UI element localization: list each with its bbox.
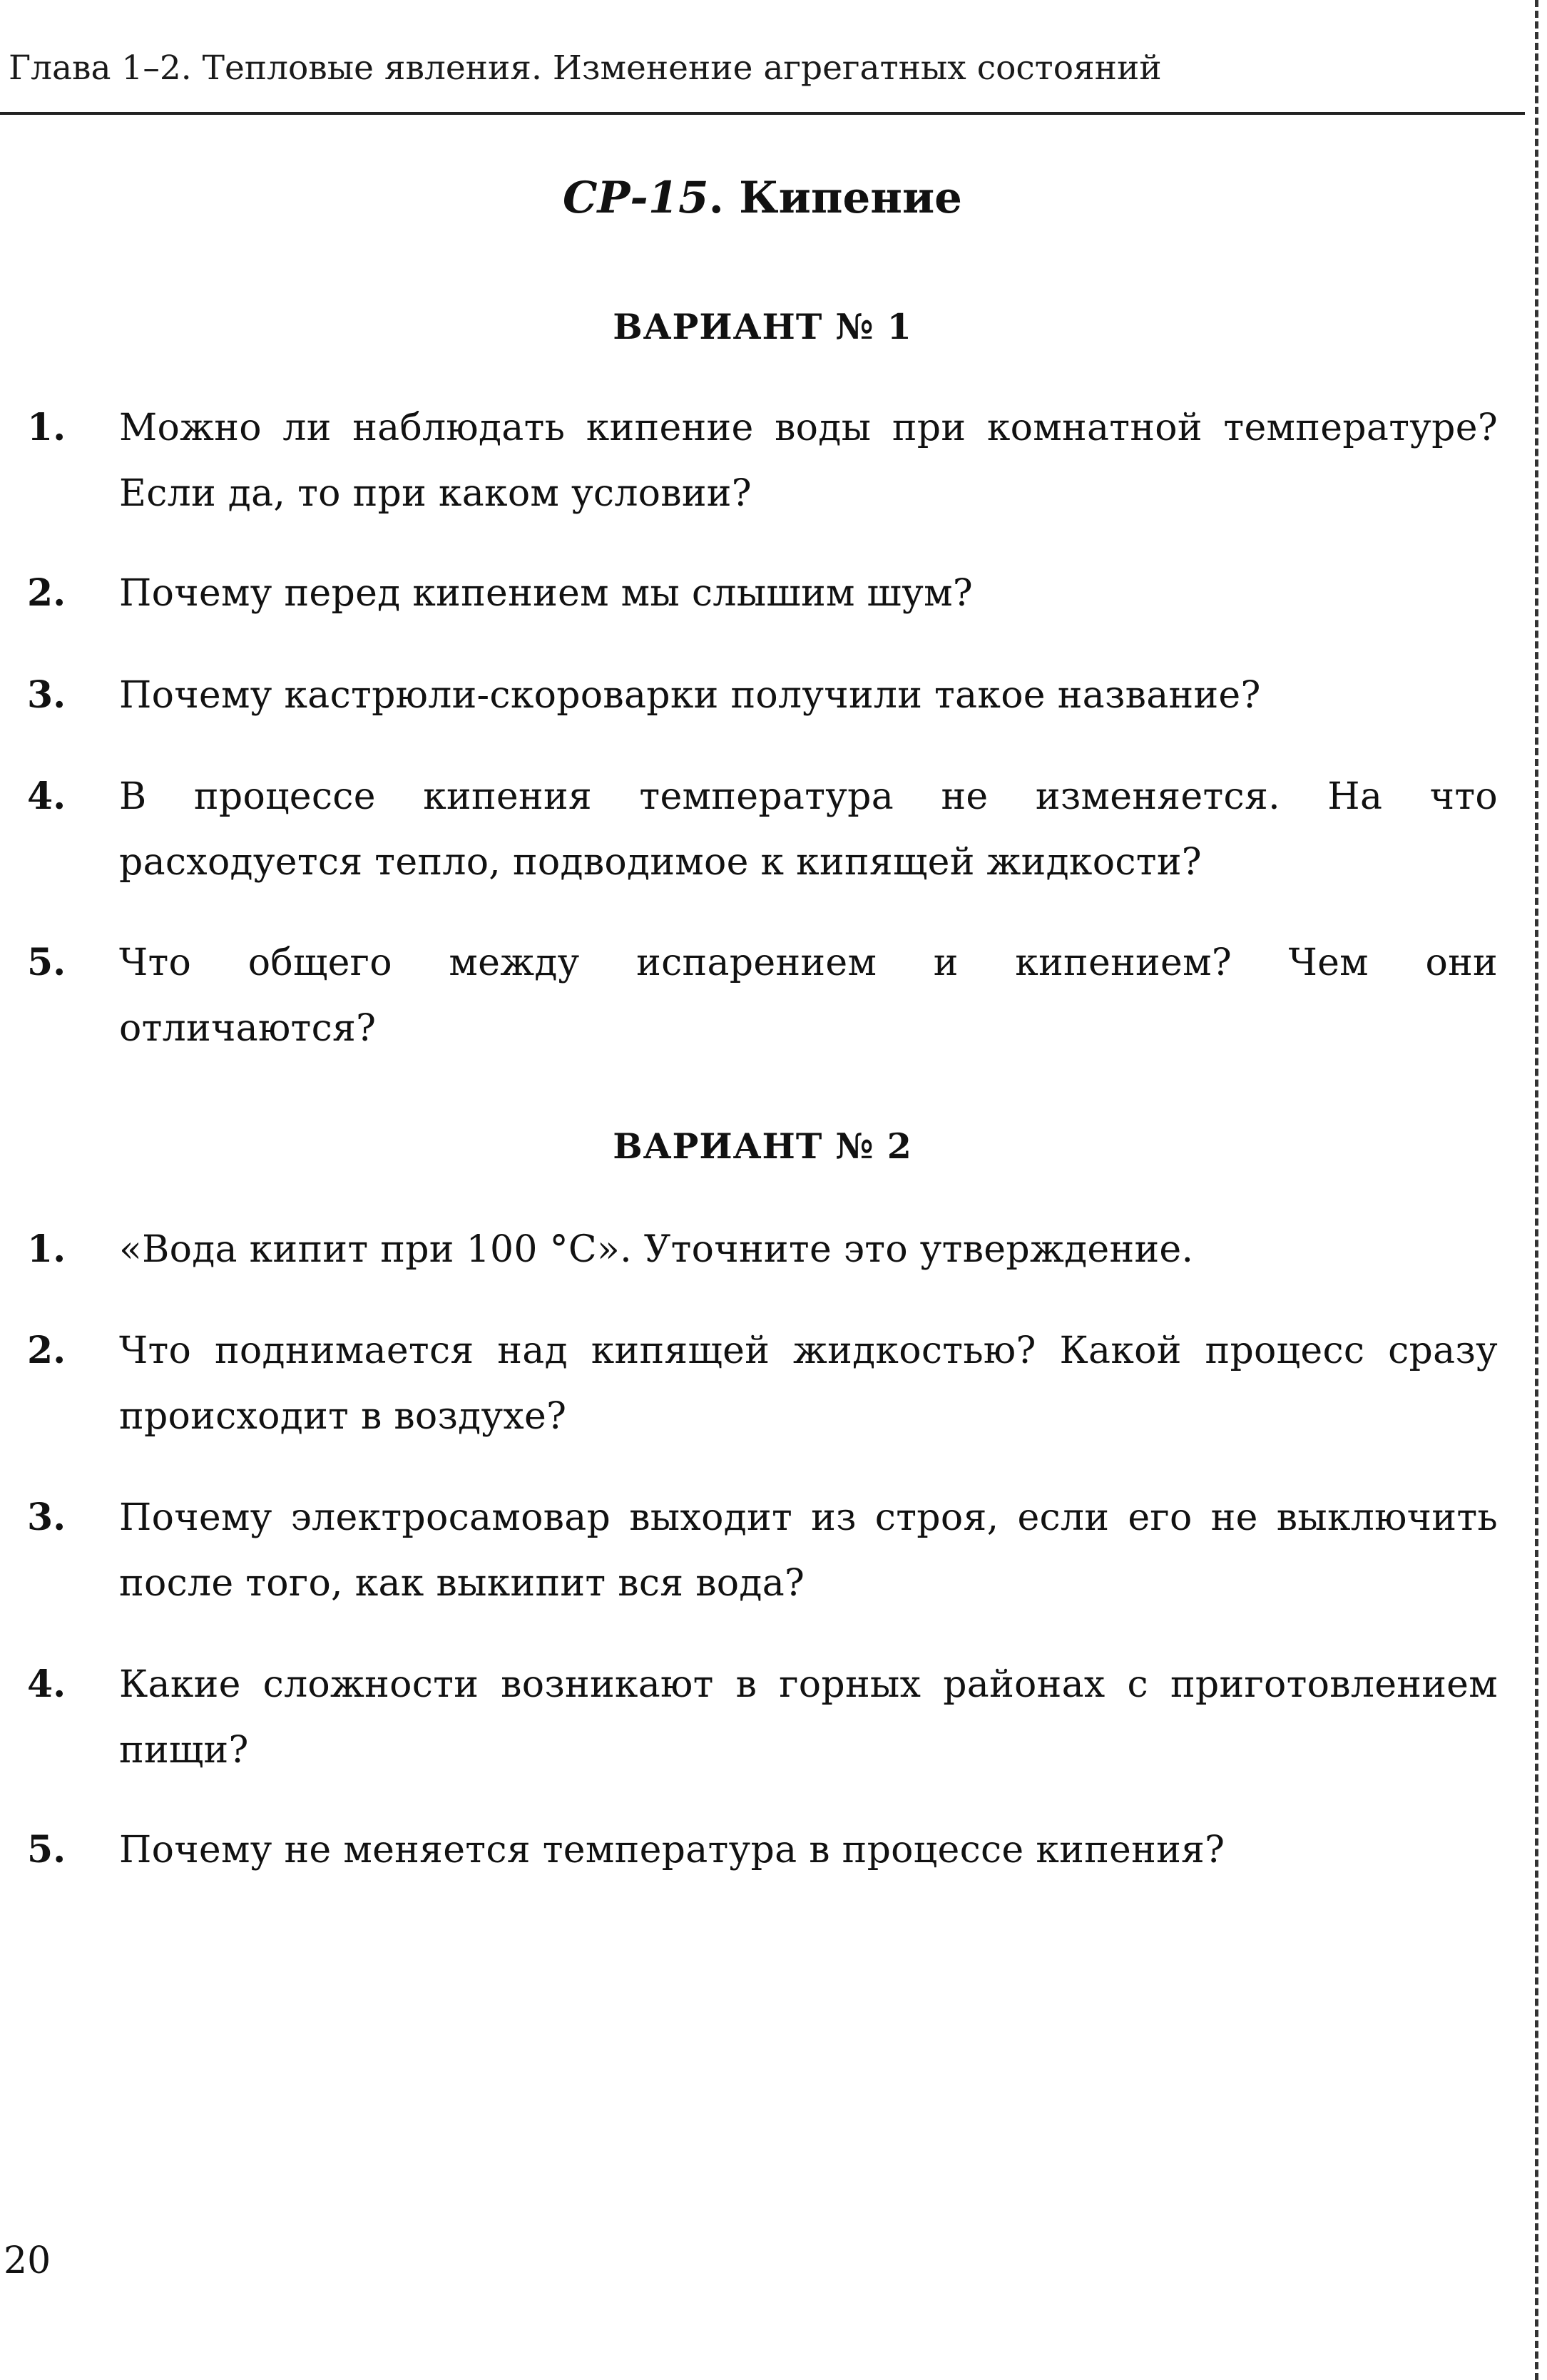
title-text: . Кипение [708,173,962,223]
variant-2-question-5-number: 5. [27,1828,66,1871]
page-edge-border [1535,0,1538,2380]
variant-2-heading: ВАРИАНТ № 2 [613,1125,912,1167]
variant-1-question-3-number: 3. [27,673,66,717]
variant-1-question-3-text: Почему кастрюли-скороварки получили такое название? [119,674,1261,717]
variant-1-question-4-number: 4. [27,775,66,818]
variant-2-question-1-number: 1. [27,1227,66,1271]
variant-1-question-1-number: 1. [27,406,66,449]
variant-1-question-4-text: В процессе кипения температура не изменяется. На что расходуется тепло, подводимое к кипящей жидкости? [119,775,1498,884]
variant-1-question-5-number: 5. [27,941,66,984]
variant-1-question-5-line-2: отличаются? [119,1007,377,1050]
variant-2-question-1-text: «Вода кипит при 100 °С». Уточните это утверждение. [119,1228,1194,1271]
variant-2-question-3-number: 3. [27,1496,66,1539]
variant-1-heading: ВАРИАНТ № 1 [613,306,912,347]
variant-2-question-3-text: Почему электросамовар выходит из строя, если его не выключить после того, как выкипит вся вода? [119,1496,1498,1605]
page-number: 20 [4,2239,51,2282]
running-header: Глава 1–2. Тепловые явления. Изменение агрегатных состояний [9,48,1162,88]
variant-2-question-4-number: 4. [27,1663,66,1706]
variant-1-question-1-text: Можно ли наблюдать кипение воды при комнатной температуре? Если да, то при каком условии? [119,407,1498,515]
variant-1-question-2-number: 2. [27,571,66,615]
variant-1-question-5-line-1: Что общего между испарением и кипением? Чем они [119,941,1498,984]
variant-2-question-4-text: Какие сложности возникают в горных районах с приготовлением пищи? [119,1663,1498,1772]
variant-2-question-2-text: Что поднимается над кипящей жидкостью? Какой процесс сразу происходит в воздухе? [119,1329,1498,1438]
work-code: СР-15 [563,173,709,223]
variant-2-question-2-number: 2. [27,1329,66,1372]
header-rule [0,112,1525,115]
variant-1-question-2-text: Почему перед кипением мы слышим шум? [119,572,974,615]
variant-2-question-5-text: Почему не меняется температура в процессе кипения? [119,1829,1225,1871]
page-title [0,170,1525,227]
